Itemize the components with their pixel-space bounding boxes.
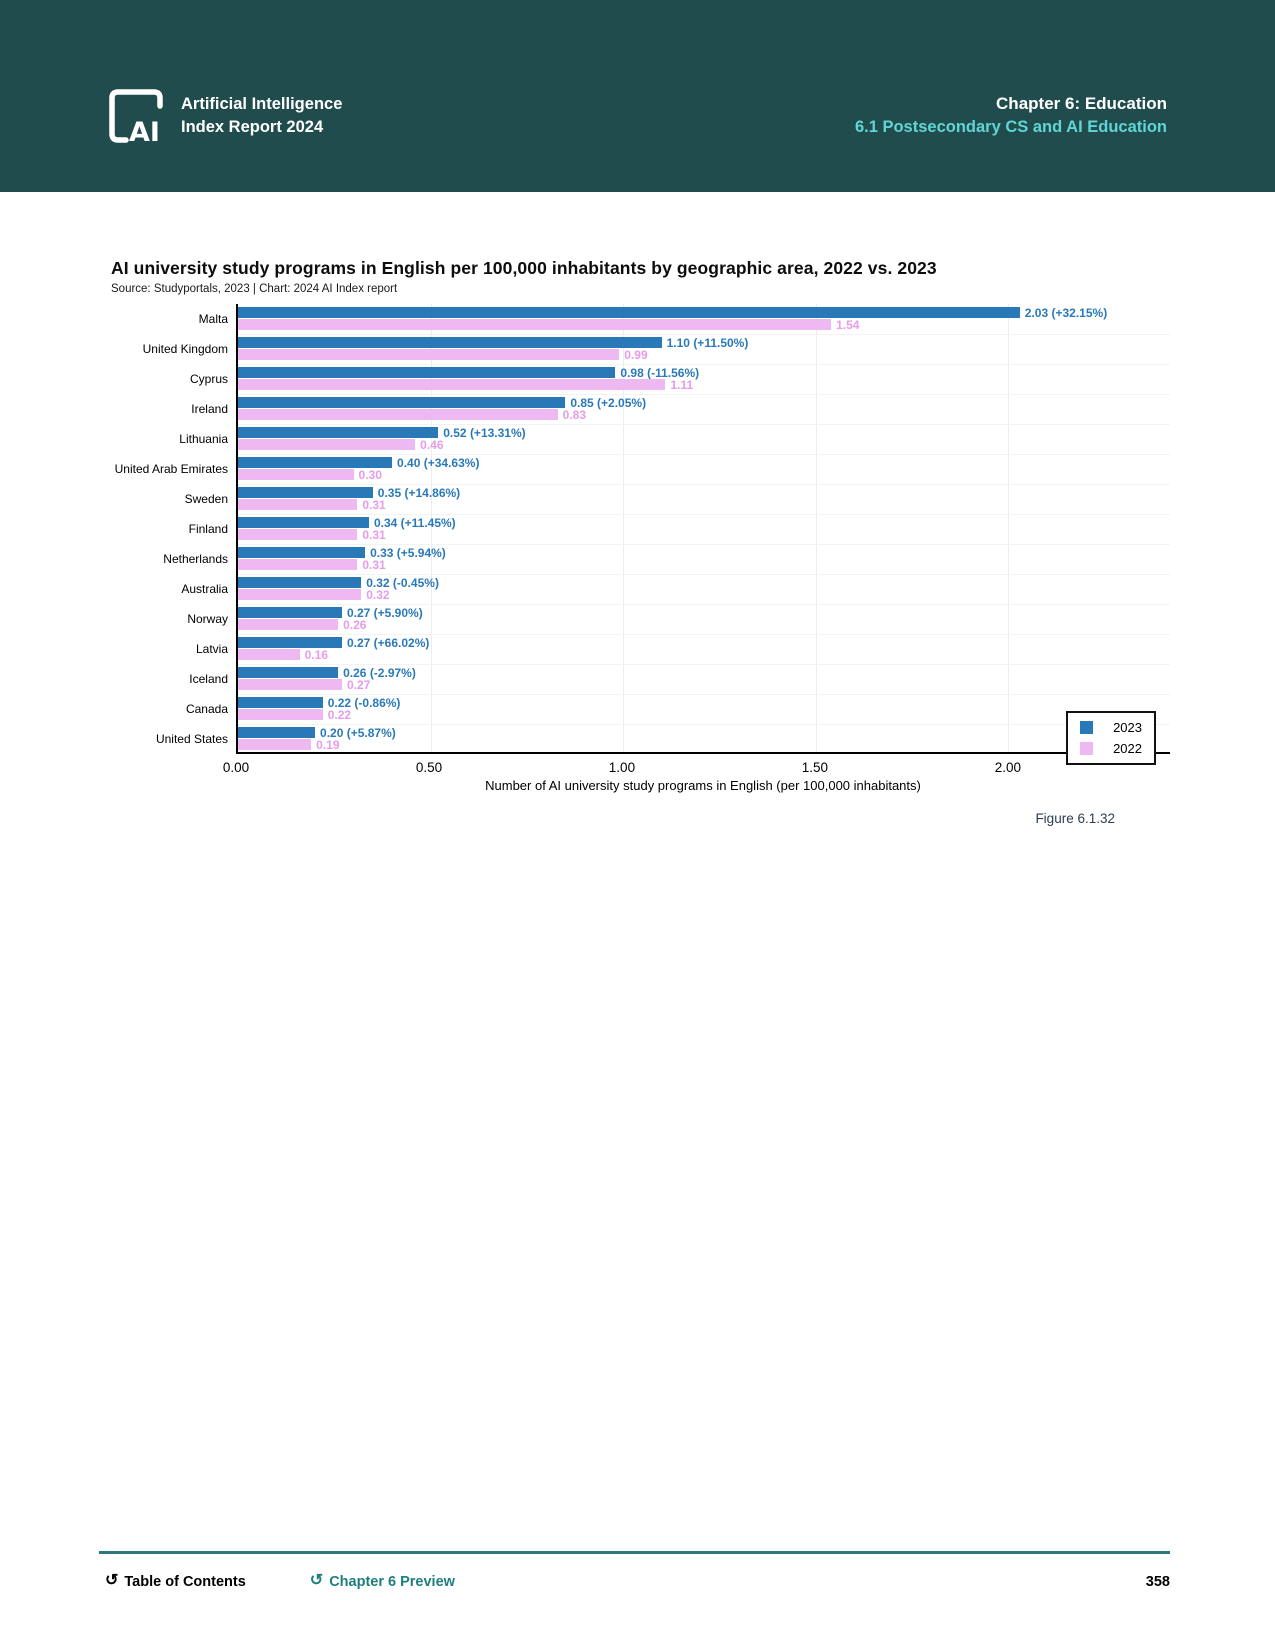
bar-value-label-2022: 0.99: [624, 347, 648, 362]
bar-value-label-2022: 0.22: [327, 707, 352, 722]
x-axis-title: Number of AI university study programs in English (per 100,000 inhabitants): [485, 778, 921, 793]
bar-2023: [238, 457, 392, 468]
bar-value-label-2023: 2.03 (+32.15%): [1024, 305, 1108, 320]
category-label: United States: [155, 732, 228, 746]
bar-2023: [238, 637, 342, 648]
bar-2022: [238, 559, 357, 570]
bar-2022: [238, 529, 357, 540]
category-label: Finland: [188, 522, 228, 536]
bar-2022: [238, 379, 665, 390]
chapter-preview-label: Chapter 6 Preview: [329, 1574, 455, 1590]
bar-2022: [238, 439, 415, 450]
bar-value-label-2023: 0.34 (+11.45%): [373, 515, 456, 530]
bar-group-iceland: [238, 664, 1170, 694]
legend-label-2022: 2022: [1113, 741, 1142, 756]
chapter-title: Chapter 6: Education: [996, 93, 1167, 113]
bar-2022: [238, 349, 619, 360]
bar-group-lithuania: [238, 424, 1170, 454]
main-content: [0, 192, 1275, 826]
bar-group-canada: [238, 694, 1170, 724]
bar-value-label-2023: 0.98 (-11.56%): [620, 365, 700, 380]
footer-divider: [99, 1551, 1170, 1554]
bar-value-label-2022: 0.32: [366, 587, 390, 602]
bar-group-malta: [238, 304, 1170, 334]
plot-area: [236, 304, 1170, 754]
x-axis-ticks: [222, 754, 1170, 776]
chapter-preview-link[interactable]: [310, 1574, 455, 1590]
x-axis-tick-label: 0.50: [415, 760, 443, 775]
bar-value-label-2023: 0.40 (+34.63%): [397, 455, 480, 470]
bar-2023: [238, 367, 615, 378]
bar-group-united-states: [238, 724, 1170, 754]
legend-swatch-2022: [1080, 742, 1093, 755]
bar-value-label-2022: 0.31: [362, 497, 386, 512]
bar-value-label-2023: 0.33 (+5.94%): [370, 545, 446, 560]
brand-text: [181, 93, 342, 139]
category-label: Lithuania: [179, 432, 228, 446]
bar-2023: [238, 607, 342, 618]
footer-row: [105, 1574, 1170, 1650]
chapter-info: [855, 92, 1167, 141]
bar-value-label-2022: 0.83: [562, 407, 586, 422]
category-label: Netherlands: [163, 552, 228, 566]
category-label: Sweden: [184, 492, 228, 506]
header-banner: [0, 0, 1275, 192]
bar-value-label-2022: 0.19: [316, 737, 340, 752]
section-title: 6.1 Postsecondary CS and AI Education: [854, 118, 1167, 137]
bar-value-label-2023: 0.52 (+13.31%): [443, 425, 526, 440]
bar-value-label-2023: 1.10 (+11.50%): [666, 335, 749, 350]
category-label: United Arab Emirates: [114, 462, 228, 476]
ai-index-logo-icon: [105, 85, 167, 147]
bar-2023: [238, 577, 361, 588]
bar-value-label-2022: 0.27: [346, 677, 371, 692]
bar-2022: [238, 409, 558, 420]
brand: [105, 85, 342, 147]
figure-caption: Figure 6.1.32: [1035, 811, 1115, 826]
bar-value-label-2022: 0.30: [358, 467, 382, 482]
bar-value-label-2023: 0.85 (+2.05%): [570, 395, 647, 410]
page-footer: [0, 1551, 1275, 1650]
bar-2023: [238, 427, 438, 438]
bar-2023: [238, 667, 338, 678]
legend-entry-2022: [1080, 741, 1142, 756]
back-arrow-icon: ↺: [309, 1572, 324, 1589]
category-label: Cyprus: [189, 372, 228, 386]
chart-legend: [1066, 711, 1156, 765]
bar-group-finland: [238, 514, 1170, 544]
bar-2022: [238, 499, 357, 510]
category-label: Malta: [198, 312, 228, 326]
bar-2022: [238, 709, 323, 720]
chart-title: AI university study programs in English per 100,000 inhabitants by geographic area, 2022 vs. 2023: [111, 258, 937, 278]
x-axis-tick-label: 0.00: [222, 760, 250, 775]
x-axis-tick-label: 1.00: [608, 760, 636, 775]
bar-group-cyprus: [238, 364, 1170, 394]
bar-value-label-2022: 0.16: [304, 647, 328, 662]
bar-group-netherlands: [238, 544, 1170, 574]
bar-2023: [238, 337, 662, 348]
bar-value-label-2022: 1.54: [836, 317, 860, 332]
bar-2023: [238, 547, 365, 558]
bar-2022: [238, 619, 338, 630]
bar-group-ireland: [238, 394, 1170, 424]
category-labels-column: [111, 304, 236, 754]
category-label: Norway: [187, 612, 228, 626]
category-label: United Kingdom: [142, 342, 228, 356]
category-label: Iceland: [189, 672, 228, 686]
bar-2022: [238, 319, 831, 330]
legend-entry-2023: [1080, 720, 1142, 735]
bar-2023: [238, 697, 323, 708]
legend-label-2023: 2023: [1113, 720, 1142, 735]
page-number: 358: [1145, 1574, 1170, 1590]
bar-chart: [111, 304, 1170, 793]
bar-value-label-2022: 0.46: [420, 437, 444, 452]
svg-text:AI: AI: [129, 117, 160, 147]
bar-2023: [238, 307, 1020, 318]
bar-2022: [238, 469, 354, 480]
table-of-contents-link[interactable]: [105, 1574, 246, 1590]
bar-2022: [238, 589, 361, 600]
brand-line1: Artificial Intelligence: [181, 94, 343, 113]
bar-value-label-2022: 1.11: [670, 377, 694, 392]
bar-2023: [238, 487, 373, 498]
chart-source: Source: Studyportals, 2023 | Chart: 2024 AI Index report: [111, 283, 398, 295]
bar-group-united-kingdom: [238, 334, 1170, 364]
table-of-contents-label: Table of Contents: [124, 1574, 246, 1590]
category-label: Canada: [185, 702, 228, 716]
bar-value-label-2023: 0.22 (-0.86%): [327, 695, 401, 710]
x-axis-tick-label: 2.00: [994, 760, 1022, 775]
bar-group-sweden: [238, 484, 1170, 514]
bar-value-label-2023: 0.27 (+66.02%): [346, 635, 430, 650]
brand-line2: Index Report 2024: [181, 118, 324, 136]
bar-group-norway: [238, 604, 1170, 634]
bar-2022: [238, 739, 311, 750]
bar-2022: [238, 679, 342, 690]
bar-group-australia: [238, 574, 1170, 604]
legend-swatch-2023: [1080, 721, 1093, 734]
back-arrow-icon: ↺: [105, 1572, 119, 1589]
bar-value-label-2023: 0.27 (+5.90%): [346, 605, 423, 620]
bar-value-label-2023: 0.32 (-0.45%): [366, 575, 439, 590]
bar-value-label-2023: 0.20 (+5.87%): [320, 725, 396, 740]
bar-value-label-2022: 0.31: [362, 557, 386, 572]
bar-2022: [238, 649, 300, 660]
category-label: Australia: [181, 582, 228, 596]
x-axis-tick-label: 1.50: [801, 760, 829, 775]
bar-value-label-2022: 0.31: [362, 527, 386, 542]
bar-group-united-arab-emirates: [238, 454, 1170, 484]
bar-group-latvia: [238, 634, 1170, 664]
bar-value-label-2023: 0.26 (-2.97%): [343, 665, 416, 680]
bar-value-label-2022: 0.26: [343, 617, 367, 632]
bar-value-label-2023: 0.35 (+14.86%): [377, 485, 461, 500]
bar-2023: [238, 517, 369, 528]
bar-2023: [238, 397, 565, 408]
bar-2023: [238, 727, 315, 738]
category-label: Latvia: [195, 642, 228, 656]
category-label: Ireland: [191, 402, 228, 416]
